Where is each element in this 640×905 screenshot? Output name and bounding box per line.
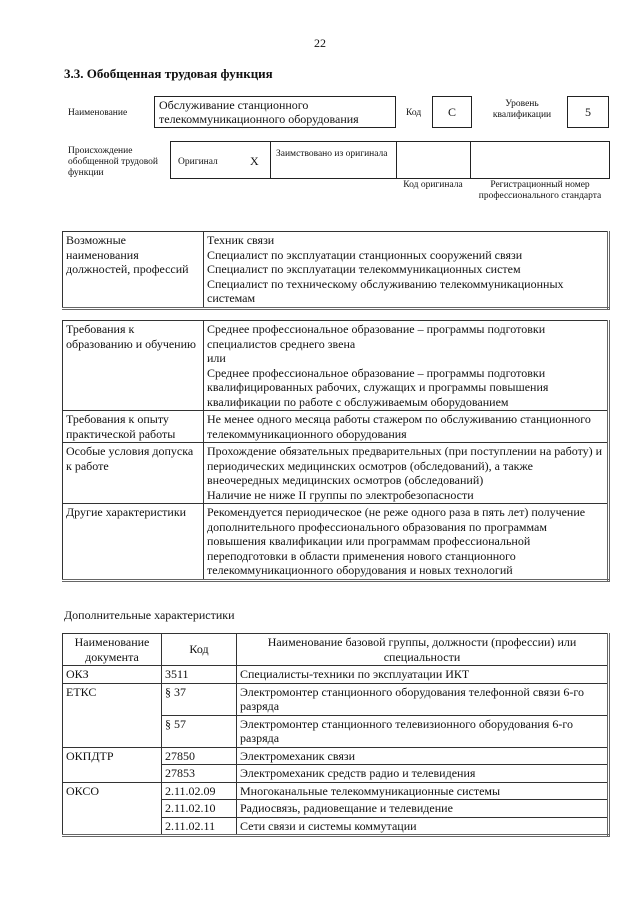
name-label: Наименование	[68, 108, 128, 118]
cell-code: 2.11.02.09	[162, 782, 237, 800]
positions-list	[204, 232, 609, 309]
cell-doc: ОКСО	[63, 782, 162, 836]
cell-name: Электромеханик средств радио и телевидения	[237, 765, 609, 783]
additional-title: Дополнительные характеристики	[64, 608, 235, 622]
table-row	[63, 683, 609, 715]
page-number: 22	[314, 36, 326, 50]
table-row	[63, 443, 609, 504]
requirement-label: Требования к опыту практической работы	[63, 411, 204, 443]
cell-code: 27850	[162, 747, 237, 765]
level-label: Уровень квалификации	[492, 99, 552, 120]
table-row	[63, 411, 609, 443]
table-header-row	[63, 634, 609, 666]
level-value: 5	[567, 96, 609, 128]
reg-number-label: Регистрационный номер профессионального стандарта	[478, 180, 602, 201]
positions-label: Возможные наименования должностей, профессий	[63, 232, 204, 309]
requirement-label: Требования к образованию и обучению	[63, 321, 204, 411]
origin-box	[170, 141, 610, 179]
cell-name: Сети связи и системы коммутации	[237, 817, 609, 836]
requirement-text: Рекомендуется периодическое (не реже одного раза в пять лет) получение дополнительного профессионального образования по программам повышения квалификации или программам профессиональной переподготовки в области применения нового станционного телекоммуникационного оборудования и новых технологий	[204, 504, 609, 581]
additional-table	[62, 633, 610, 837]
name-value: Обслуживание станционного телекоммуникационного оборудования	[159, 98, 359, 126]
header-name: Наименование базовой группы, должности (профессии) или специальности	[237, 634, 609, 666]
cell-name: Электромонтер станционного телевизионного оборудования 6-го разряда	[237, 715, 609, 747]
header-code: Код	[162, 634, 237, 666]
cell-code: 2.11.02.10	[162, 800, 237, 818]
origin-code-label: Код оригинала	[403, 180, 463, 190]
table-row	[63, 504, 609, 581]
requirement-label: Другие характеристики	[63, 504, 204, 581]
cell-code: § 37	[162, 683, 237, 715]
cell-name: Многоканальные телекоммуникационные системы	[237, 782, 609, 800]
cell-code: 3511	[162, 666, 237, 684]
code-value: С	[432, 96, 472, 128]
original-label: Оригинал	[178, 157, 218, 167]
cell-code: § 57	[162, 715, 237, 747]
cell-name: Электромонтер станционного оборудования телефонной связи 6-го разряда	[237, 683, 609, 715]
position-item: Техник связи	[207, 233, 275, 247]
original-mark: Х	[250, 154, 259, 168]
cell-name: Специалисты-техники по эксплуатации ИКТ	[237, 666, 609, 684]
borrowed-label: Заимствовано из оригинала	[276, 149, 388, 159]
table-row	[63, 666, 609, 684]
origin-label: Происхождение обобщенной трудовой функции	[68, 146, 158, 178]
requirement-text: Не менее одного месяца работы стажером по обслуживанию станционного телекоммуникационного оборудования	[204, 411, 609, 443]
name-box	[154, 96, 396, 128]
cell-doc: ЕТКС	[63, 683, 162, 747]
cell-name: Радиосвязь, радиовещание и телевидение	[237, 800, 609, 818]
requirements-table	[62, 320, 610, 582]
table-row	[63, 782, 609, 800]
cell-doc: ОКЗ	[63, 666, 162, 684]
table-row	[63, 747, 609, 765]
position-item: Специалист по техническому обслуживанию телекоммуникационных системам	[207, 276, 564, 305]
table-row	[63, 321, 609, 411]
requirement-text: Среднее профессиональное образование – программы подготовки специалистов среднего звена или Среднее профессиональное образование – программы подготовки квалифицированных рабочих, служащих и программы повышения квалификации по работе с обслуживаемым оборудованием	[204, 321, 609, 411]
cell-code: 27853	[162, 765, 237, 783]
cell-code: 2.11.02.11	[162, 817, 237, 836]
code-label: Код	[406, 108, 422, 118]
requirement-label: Особые условия допуска к работе	[63, 443, 204, 504]
position-item: Специалист по эксплуатации станционных сооружений связи	[207, 247, 523, 262]
header-doc: Наименование документа	[63, 634, 162, 666]
cell-name: Электромеханик связи	[237, 747, 609, 765]
cell-doc: ОКПДТР	[63, 747, 162, 782]
section-title: 3.3. Обобщенная трудовая функция	[64, 66, 273, 81]
requirement-text: Прохождение обязательных предварительных (при поступлении на работу) и периодических медицинских осмотров (обследований), а также внеочередных медицинских осмотров (обследований) Наличие не ниже II группы по электробезопасности	[204, 443, 609, 504]
positions-table	[62, 231, 610, 310]
position-item: Специалист по эксплуатации телекоммуникационных систем	[207, 262, 521, 276]
